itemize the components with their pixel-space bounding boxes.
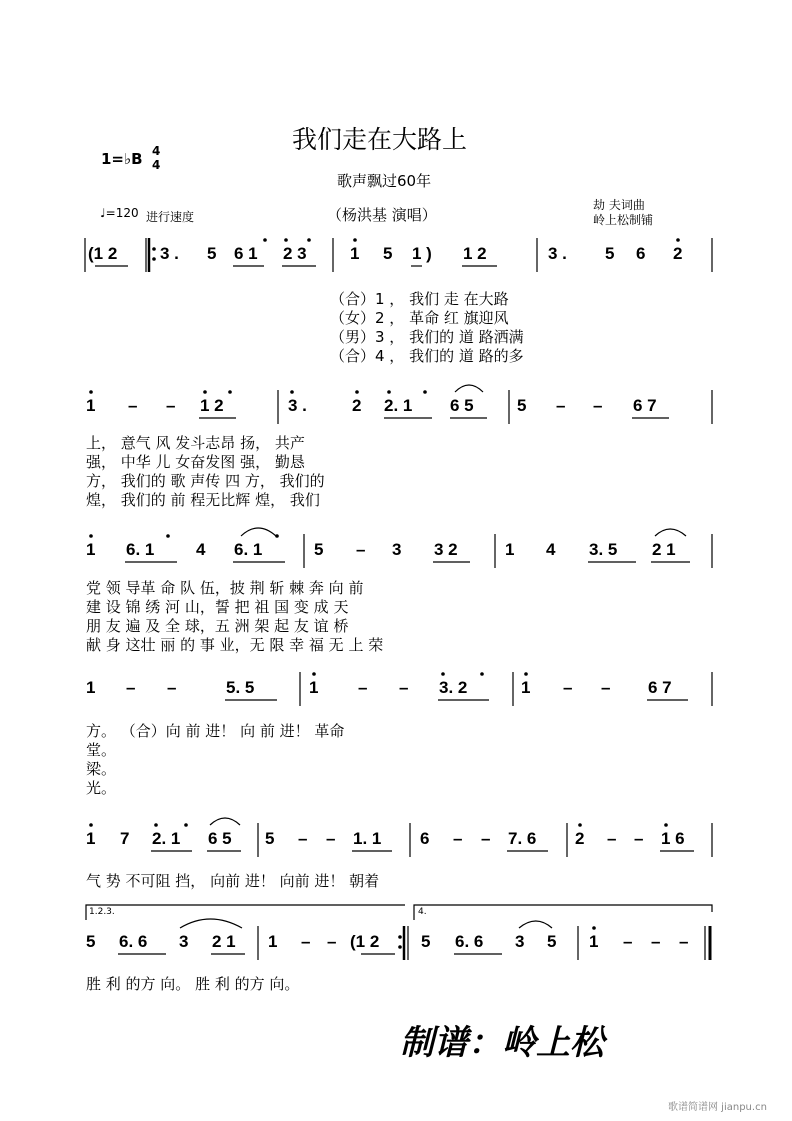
- note: –: [453, 829, 463, 848]
- octave-dot: [290, 390, 294, 394]
- note: –: [128, 396, 138, 415]
- note: 6 7: [633, 396, 657, 415]
- note: –: [593, 396, 603, 415]
- slur: [241, 528, 276, 536]
- note: –: [679, 932, 689, 951]
- note: –: [298, 829, 308, 848]
- octave-dot: [89, 390, 93, 394]
- repeat-dot: [152, 247, 156, 251]
- lyric-line: （男）3 ， 我们的 道 路洒满: [330, 328, 524, 346]
- note: 1 6: [661, 829, 685, 848]
- octave-dot: [203, 390, 207, 394]
- note: 2. 1: [152, 829, 181, 848]
- repeat-dot: [398, 945, 402, 949]
- slur: [655, 529, 686, 536]
- singer-credit: （杨洪基 演唱）: [327, 206, 437, 224]
- note: 1: [309, 678, 319, 697]
- note: 3 .: [288, 396, 307, 415]
- note: 1 2: [463, 244, 487, 263]
- note: 6 5: [208, 829, 232, 848]
- note: 4: [546, 540, 556, 559]
- octave-dot: [441, 672, 445, 676]
- octave-dot: [353, 238, 357, 242]
- lyric-line: 气 势 不可阻 挡， 向前 进！ 向前 进！ 朝着: [86, 872, 380, 890]
- note: –: [166, 396, 176, 415]
- arranger-credit: 岭上松制铺: [593, 213, 654, 227]
- watermark: 歌谱简谱网 jianpu.cn: [668, 1102, 767, 1113]
- tempo-marking: ♩=120: [100, 206, 139, 220]
- note: 1 ): [412, 244, 432, 263]
- lyric-line: 建 设 锦 绣 河 山，誓 把 祖 国 变 成 天: [86, 598, 349, 616]
- note: 3: [392, 540, 402, 559]
- note: –: [356, 540, 366, 559]
- lyric-line: 党 领 导革 命 队 伍，披 荆 斩 棘 奔 向 前: [86, 579, 364, 597]
- note: –: [326, 829, 336, 848]
- note: –: [167, 678, 177, 697]
- note: 2 1: [652, 540, 676, 559]
- octave-dot: [578, 823, 582, 827]
- lyric-line: 强， 中华 儿 女奋发图 强， 勤恳: [86, 453, 305, 471]
- note: –: [556, 396, 566, 415]
- slur: [519, 921, 552, 928]
- note: –: [601, 678, 611, 697]
- lyric-line: 朋 友 遍 及 全 球，五 洲 架 起 友 谊 桥: [86, 617, 349, 635]
- song-subtitle: 歌声飘过60年: [337, 172, 432, 190]
- note: 4: [196, 540, 206, 559]
- note: 5: [421, 932, 431, 951]
- note: 6. 1: [234, 540, 263, 559]
- note: 7. 6: [508, 829, 537, 848]
- note: 1: [589, 932, 599, 951]
- note: 1: [86, 540, 96, 559]
- note: 6: [636, 244, 646, 263]
- note: 7: [120, 829, 130, 848]
- octave-dot: [166, 534, 170, 538]
- note: 2: [575, 829, 585, 848]
- note: 2: [352, 396, 362, 415]
- note: 5: [605, 244, 615, 263]
- note: 1: [86, 678, 96, 697]
- lyric-line: 献 身 这壮 丽 的 事 业，无 限 幸 福 无 上 荣: [86, 636, 384, 654]
- note: –: [301, 932, 311, 951]
- note: 2 3: [283, 244, 307, 263]
- octave-dot: [89, 823, 93, 827]
- note: 3: [515, 932, 525, 951]
- note: 3 2: [434, 540, 458, 559]
- note: –: [623, 932, 633, 951]
- note: 1. 1: [353, 829, 382, 848]
- lyric-line: 堂。: [86, 741, 117, 759]
- volta-first-ending: 1.2.3.: [89, 907, 115, 917]
- octave-dot: [664, 823, 668, 827]
- time-signature-top: 4: [152, 144, 161, 158]
- octave-dot: [387, 390, 391, 394]
- lyric-line: 梁。: [86, 760, 117, 778]
- note: 5: [547, 932, 557, 951]
- handwritten-signature: 制谱：岭上松: [400, 1023, 604, 1063]
- lyric-line: 胜 利 的方 向。 胜 利 的方 向。: [86, 975, 300, 993]
- octave-dot: [480, 672, 484, 676]
- lyric-line: 煌， 我们的 前 程无比辉 煌， 我们: [86, 491, 320, 509]
- note: 3: [179, 932, 189, 951]
- octave-dot: [423, 390, 427, 394]
- octave-dot: [312, 672, 316, 676]
- volta-bracket: [414, 905, 712, 920]
- lyric-line: （合）1 ， 我们 走 在大路: [330, 290, 509, 308]
- octave-dot: [524, 672, 528, 676]
- note: 5: [86, 932, 96, 951]
- note: –: [607, 829, 617, 848]
- note: –: [327, 932, 337, 951]
- slur: [455, 385, 483, 392]
- note: 5: [265, 829, 275, 848]
- note: –: [634, 829, 644, 848]
- note: 6. 1: [126, 540, 155, 559]
- note: 2: [673, 244, 683, 263]
- note: 2 1: [212, 932, 236, 951]
- note: 1 2: [200, 396, 224, 415]
- lyric-line: 光。: [86, 779, 117, 797]
- note: (1 2: [350, 932, 380, 951]
- octave-dot: [263, 238, 267, 242]
- octave-dot: [275, 534, 279, 538]
- lyric-line: 方， 我们的 歌 声传 四 方， 我们的: [86, 472, 325, 490]
- note: 1: [521, 678, 531, 697]
- key-signature: 1=♭B: [101, 150, 143, 168]
- note: 2. 1: [384, 396, 413, 415]
- tempo-text: 进行速度: [146, 210, 195, 224]
- note: 5. 5: [226, 678, 255, 697]
- repeat-dot: [152, 257, 156, 261]
- slur: [180, 919, 242, 928]
- note: 3. 5: [589, 540, 618, 559]
- composer-credit: 劫 夫词曲: [593, 198, 645, 212]
- octave-dot: [228, 390, 232, 394]
- slur: [210, 818, 240, 825]
- octave-dot: [89, 534, 93, 538]
- note: 5: [517, 396, 527, 415]
- volta-second-ending: 4.: [418, 907, 427, 917]
- octave-dot: [355, 390, 359, 394]
- note: –: [563, 678, 573, 697]
- octave-dot: [592, 926, 596, 930]
- note: 6: [420, 829, 430, 848]
- octave-dot: [184, 823, 188, 827]
- note: –: [651, 932, 661, 951]
- note: 1: [86, 396, 96, 415]
- note: 6. 6: [119, 932, 148, 951]
- octave-dot: [307, 238, 311, 242]
- note: 6 1: [234, 244, 258, 263]
- note: 3 .: [548, 244, 567, 263]
- lyric-line: （女）2 ， 革命 红 旗迎风: [330, 309, 509, 327]
- octave-dot: [676, 238, 680, 242]
- octave-dot: [154, 823, 158, 827]
- note: 6. 6: [455, 932, 484, 951]
- note: 6 5: [450, 396, 474, 415]
- note: 5: [383, 244, 393, 263]
- note: 1: [86, 829, 96, 848]
- volta-bracket: [86, 905, 405, 920]
- repeat-dot: [398, 935, 402, 939]
- time-signature-bottom: 4: [152, 158, 161, 172]
- note: 3 .: [160, 244, 179, 263]
- octave-dot: [284, 238, 288, 242]
- song-title: 我们走在大路上: [292, 125, 468, 154]
- lyric-line: （合）4 ， 我们的 道 路的多: [330, 347, 524, 365]
- note: 1: [505, 540, 515, 559]
- note: 5: [314, 540, 324, 559]
- lyric-line: 上， 意气 风 发斗志昂 扬， 共产: [86, 434, 305, 452]
- note: –: [481, 829, 491, 848]
- note: (1 2: [88, 244, 118, 263]
- note: 5: [207, 244, 217, 263]
- note: 1: [350, 244, 360, 263]
- note: 6 7: [648, 678, 672, 697]
- note: –: [126, 678, 136, 697]
- note: –: [399, 678, 409, 697]
- note: 1: [268, 932, 278, 951]
- lyric-line: 方。 （合）向 前 进！ 向 前 进！ 革命: [86, 722, 345, 740]
- note: 3. 2: [439, 678, 468, 697]
- note: –: [358, 678, 368, 697]
